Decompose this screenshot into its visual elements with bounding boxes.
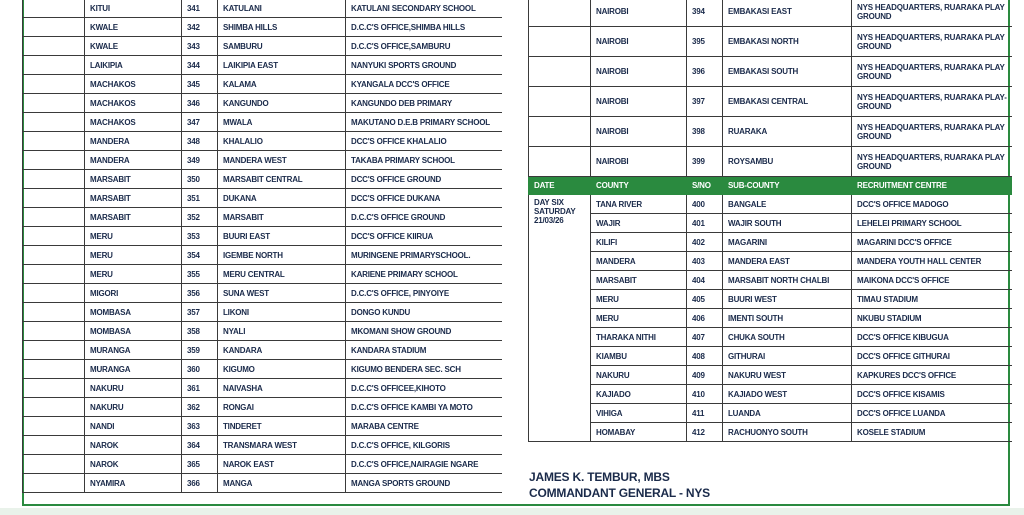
recruitment-centre-cell: DONGO KUNDU [346, 303, 503, 322]
table-row [529, 195, 1013, 214]
recruitment-centre-cell: NANYUKI SPORTS GROUND [346, 56, 503, 75]
table-row [23, 284, 503, 303]
recruitment-centre-cell: D.C.C'S OFFICE, KILGORIS [346, 436, 503, 455]
table-row [23, 341, 503, 360]
serial-number-cell: 354 [182, 246, 218, 265]
sub-county-cell: NAROK EAST [218, 455, 346, 474]
table-row [23, 436, 503, 455]
table-row [23, 189, 503, 208]
sub-county-cell: ROYSAMBU [723, 147, 852, 177]
date-cell [23, 284, 85, 303]
county-cell: NAKURU [85, 379, 182, 398]
table-row [529, 423, 1013, 442]
sub-county-cell: KHALALIO [218, 132, 346, 151]
page-bottom-band [0, 508, 1024, 515]
county-cell: LAIKIPIA [85, 56, 182, 75]
table-row [23, 75, 503, 94]
table-row [529, 252, 1013, 271]
date-cell [23, 436, 85, 455]
county-cell: MURANGA [85, 341, 182, 360]
county-cell: NAROK [85, 436, 182, 455]
sub-county-cell: KANGUNDO [218, 94, 346, 113]
recruitment-centre-cell: MANDERA YOUTH HALL CENTER [852, 252, 1013, 271]
serial-number-cell: 404 [687, 271, 723, 290]
recruitment-centre-cell: KAPKURES DCC'S OFFICE [852, 366, 1013, 385]
sub-county-cell: MAGARINI [723, 233, 852, 252]
sub-county-cell: GITHURAI [723, 347, 852, 366]
sub-county-cell: EMBAKASI NORTH [723, 27, 852, 57]
county-cell: NANDI [85, 417, 182, 436]
table-row [529, 404, 1013, 423]
county-cell: MERU [85, 227, 182, 246]
serial-number-cell: 366 [182, 474, 218, 493]
sub-county-cell: EMBAKASI EAST [723, 0, 852, 27]
date-cell [23, 246, 85, 265]
county-cell: MERU [85, 265, 182, 284]
recruitment-centre-cell: MAIKONA DCC'S OFFICE [852, 271, 1013, 290]
serial-number-cell: 359 [182, 341, 218, 360]
county-cell: NYAMIRA [85, 474, 182, 493]
county-cell: WAJIR [591, 214, 687, 233]
table-row [23, 379, 503, 398]
serial-number-cell: 406 [687, 309, 723, 328]
county-cell: MANDERA [85, 132, 182, 151]
serial-number-cell: 408 [687, 347, 723, 366]
recruitment-table-left [22, 0, 502, 493]
date-cell [23, 56, 85, 75]
table-row [23, 56, 503, 75]
county-cell: KIAMBU [591, 347, 687, 366]
county-cell: NAKURU [591, 366, 687, 385]
county-cell: MARSABIT [85, 170, 182, 189]
date-cell [23, 94, 85, 113]
recruitment-centre-cell: LEHELEI PRIMARY SCHOOL [852, 214, 1013, 233]
serial-number-cell: 350 [182, 170, 218, 189]
table-row [23, 455, 503, 474]
sub-county-cell: MANDERA EAST [723, 252, 852, 271]
date-cell [23, 132, 85, 151]
serial-number-cell: 342 [182, 18, 218, 37]
table-row [529, 87, 1013, 117]
header-serial-number: S/NO [687, 177, 723, 195]
sub-county-cell: BANGALE [723, 195, 852, 214]
recruitment-centre-cell: MKOMANI SHOW GROUND [346, 322, 503, 341]
sub-county-cell: MERU CENTRAL [218, 265, 346, 284]
table-row [529, 366, 1013, 385]
table-row [23, 322, 503, 341]
table-row [23, 37, 503, 56]
table-row [23, 303, 503, 322]
serial-number-cell: 397 [687, 87, 723, 117]
county-cell: MIGORI [85, 284, 182, 303]
sub-county-cell: BUURI WEST [723, 290, 852, 309]
date-cell [23, 208, 85, 227]
recruitment-centre-cell: D.C.C'S OFFICE, PINYOIYE [346, 284, 503, 303]
date-cell [23, 455, 85, 474]
serial-number-cell: 360 [182, 360, 218, 379]
date-cell [23, 360, 85, 379]
sub-county-cell: KANDARA [218, 341, 346, 360]
recruitment-centre-cell: NKUBU STADIUM [852, 309, 1013, 328]
date-cell [23, 303, 85, 322]
sub-county-cell: LAIKIPIA EAST [218, 56, 346, 75]
serial-number-cell: 343 [182, 37, 218, 56]
table-row [23, 265, 503, 284]
sub-county-cell: IGEMBE NORTH [218, 246, 346, 265]
sub-county-cell: RONGAI [218, 398, 346, 417]
table-row [23, 474, 503, 493]
sub-county-cell: NYALI [218, 322, 346, 341]
header-date: DATE [529, 177, 591, 195]
signatory-title: COMMANDANT GENERAL - NYS [529, 486, 710, 500]
serial-number-cell: 410 [687, 385, 723, 404]
county-cell: MANDERA [591, 252, 687, 271]
table-row [529, 347, 1013, 366]
serial-number-cell: 398 [687, 117, 723, 147]
date-cell [23, 265, 85, 284]
serial-number-cell: 409 [687, 366, 723, 385]
table-row [23, 246, 503, 265]
sub-county-cell: EMBAKASI CENTRAL [723, 87, 852, 117]
recruitment-centre-cell: DCC'S OFFICE GITHURAI [852, 347, 1013, 366]
serial-number-cell: 412 [687, 423, 723, 442]
recruitment-centre-cell: NYS HEADQUARTERS, RUARAKA PLAY GROUND [852, 27, 1013, 57]
date-cell [23, 398, 85, 417]
serial-number-cell: 345 [182, 75, 218, 94]
county-cell: NAIROBI [591, 57, 687, 87]
serial-number-cell: 358 [182, 322, 218, 341]
county-cell: MACHAKOS [85, 94, 182, 113]
serial-number-cell: 355 [182, 265, 218, 284]
county-cell: MURANGA [85, 360, 182, 379]
sub-county-cell: NAKURU WEST [723, 366, 852, 385]
table-row [23, 417, 503, 436]
table-row [529, 57, 1013, 87]
date-cell [23, 0, 85, 18]
sub-county-cell: DUKANA [218, 189, 346, 208]
sub-county-cell: EMBAKASI SOUTH [723, 57, 852, 87]
recruitment-centre-cell: NYS HEADQUARTERS, RUARAKA PLAY GROUND [852, 117, 1013, 147]
recruitment-centre-cell: DCC'S OFFICE DUKANA [346, 189, 503, 208]
county-cell: MACHAKOS [85, 113, 182, 132]
recruitment-centre-cell: DCC'S OFFICE KHALALIO [346, 132, 503, 151]
date-cell [23, 151, 85, 170]
table-row [529, 0, 1013, 27]
recruitment-centre-cell: MAKUTANO D.E.B PRIMARY SCHOOL [346, 113, 503, 132]
county-cell: KWALE [85, 37, 182, 56]
serial-number-cell: 394 [687, 0, 723, 27]
county-cell: NAIROBI [591, 147, 687, 177]
date-cell [529, 27, 591, 57]
county-cell: MERU [85, 246, 182, 265]
recruitment-centre-cell: NYS HEADQUARTERS, RUARAKA PLAY GROUND [852, 0, 1013, 27]
table-row [529, 290, 1013, 309]
date-cell [23, 113, 85, 132]
recruitment-table-right [528, 0, 1012, 442]
county-cell: MACHAKOS [85, 75, 182, 94]
signature-block [529, 469, 710, 501]
recruitment-centre-cell: KOSELE STADIUM [852, 423, 1013, 442]
serial-number-cell: 405 [687, 290, 723, 309]
sub-county-cell: BUURI EAST [218, 227, 346, 246]
date-cell [23, 322, 85, 341]
county-cell: MOMBASA [85, 303, 182, 322]
table-row [529, 214, 1013, 233]
date-cell [23, 379, 85, 398]
date-cell [23, 189, 85, 208]
recruitment-centre-cell: TAKABA PRIMARY SCHOOL [346, 151, 503, 170]
left-table-container [22, 0, 502, 494]
recruitment-centre-cell: MAGARINI DCC'S OFFICE [852, 233, 1013, 252]
sub-county-cell: KATULANI [218, 0, 346, 18]
table-row [23, 0, 503, 18]
serial-number-cell: 349 [182, 151, 218, 170]
county-cell: KILIFI [591, 233, 687, 252]
recruitment-centre-cell: NYS HEADQUARTERS, RUARAKA PLAY GROUND [852, 147, 1013, 177]
header-recruitment-centre: RECRUITMENT CENTRE [852, 177, 1013, 195]
sub-county-cell: TINDERET [218, 417, 346, 436]
recruitment-centre-cell: DCC'S OFFICE KISAMIS [852, 385, 1013, 404]
serial-number-cell: 353 [182, 227, 218, 246]
serial-number-cell: 357 [182, 303, 218, 322]
recruitment-centre-cell: KYANGALA DCC'S OFFICE [346, 75, 503, 94]
sub-county-cell: KALAMA [218, 75, 346, 94]
county-cell: NAIROBI [591, 87, 687, 117]
sub-county-cell: MANGA [218, 474, 346, 493]
sub-county-cell: MWALA [218, 113, 346, 132]
serial-number-cell: 362 [182, 398, 218, 417]
sub-county-cell: KAJIADO WEST [723, 385, 852, 404]
sub-county-cell: RACHUONYO SOUTH [723, 423, 852, 442]
serial-number-cell: 346 [182, 94, 218, 113]
county-cell: MARSABIT [591, 271, 687, 290]
date-cell [23, 341, 85, 360]
sub-county-cell: MANDERA WEST [218, 151, 346, 170]
recruitment-centre-cell: KARIENE PRIMARY SCHOOL [346, 265, 503, 284]
recruitment-centre-cell: MANGA SPORTS GROUND [346, 474, 503, 493]
recruitment-centre-cell: D.C.C'S OFFICE,SAMBURU [346, 37, 503, 56]
table-row [23, 398, 503, 417]
serial-number-cell: 341 [182, 0, 218, 18]
county-cell: VIHIGA [591, 404, 687, 423]
right-table-container [528, 0, 1012, 446]
serial-number-cell: 402 [687, 233, 723, 252]
county-cell: MARSABIT [85, 208, 182, 227]
date-cell [23, 227, 85, 246]
serial-number-cell: 396 [687, 57, 723, 87]
county-cell: KAJIADO [591, 385, 687, 404]
sub-county-cell: WAJIR SOUTH [723, 214, 852, 233]
recruitment-centre-cell: NYS HEADQUARTERS, RUARAKA PLAY GROUND [852, 57, 1013, 87]
serial-number-cell: 395 [687, 27, 723, 57]
table-row [529, 309, 1013, 328]
sub-county-cell: NAIVASHA [218, 379, 346, 398]
recruitment-centre-cell: D.C.C'S OFFICE,SHIMBA HILLS [346, 18, 503, 37]
table-row [529, 147, 1013, 177]
county-cell: NAKURU [85, 398, 182, 417]
recruitment-centre-cell: KIGUMO BENDERA SEC. SCH [346, 360, 503, 379]
header-county: COUNTY [591, 177, 687, 195]
left-table-body [23, 0, 503, 493]
table-row [23, 94, 503, 113]
serial-number-cell: 351 [182, 189, 218, 208]
signatory-name: JAMES K. TEMBUR, MBS [529, 470, 670, 484]
table-row [23, 227, 503, 246]
serial-number-cell: 348 [182, 132, 218, 151]
serial-number-cell: 403 [687, 252, 723, 271]
table-row [23, 360, 503, 379]
table-row [529, 385, 1013, 404]
day-label-cell: DAY SIX SATURDAY 21/03/26 [529, 195, 591, 442]
county-cell: KWALE [85, 18, 182, 37]
serial-number-cell: 361 [182, 379, 218, 398]
county-cell: MERU [591, 290, 687, 309]
sub-county-cell: SUNA WEST [218, 284, 346, 303]
table-row [23, 113, 503, 132]
county-cell: NAIROBI [591, 0, 687, 27]
recruitment-centre-cell: KANDARA STADIUM [346, 341, 503, 360]
date-cell [23, 75, 85, 94]
recruitment-centre-cell: MURINGENE PRIMARYSCHOOL. [346, 246, 503, 265]
table-row [23, 151, 503, 170]
recruitment-centre-cell: D.C.C'S OFFICE GROUND [346, 208, 503, 227]
sub-county-cell: LUANDA [723, 404, 852, 423]
recruitment-centre-cell: KATULANI SECONDARY SCHOOL [346, 0, 503, 18]
serial-number-cell: 347 [182, 113, 218, 132]
county-cell: KITUI [85, 0, 182, 18]
date-cell [23, 417, 85, 436]
table-header-row [529, 177, 1013, 195]
serial-number-cell: 399 [687, 147, 723, 177]
recruitment-centre-cell: TIMAU STADIUM [852, 290, 1013, 309]
table-row [529, 27, 1013, 57]
recruitment-centre-cell: D.C.C'S OFFICE,NAIRAGIE NGARE [346, 455, 503, 474]
sub-county-cell: MARSABIT [218, 208, 346, 227]
recruitment-centre-cell: DCC'S OFFICE LUANDA [852, 404, 1013, 423]
county-cell: NAIROBI [591, 117, 687, 147]
date-cell [23, 18, 85, 37]
table-row [529, 271, 1013, 290]
recruitment-centre-cell: DCC'S OFFICE GROUND [346, 170, 503, 189]
table-row [23, 208, 503, 227]
recruitment-centre-cell: KANGUNDO DEB PRIMARY [346, 94, 503, 113]
county-cell: HOMABAY [591, 423, 687, 442]
sub-county-cell: KIGUMO [218, 360, 346, 379]
sub-county-cell: MARSABIT CENTRAL [218, 170, 346, 189]
sub-county-cell: CHUKA SOUTH [723, 328, 852, 347]
date-cell [529, 0, 591, 27]
table-row [23, 170, 503, 189]
sub-county-cell: TRANSMARA WEST [218, 436, 346, 455]
serial-number-cell: 365 [182, 455, 218, 474]
date-cell [529, 57, 591, 87]
table-row [529, 233, 1013, 252]
sub-county-cell: SHIMBA HILLS [218, 18, 346, 37]
date-cell [23, 37, 85, 56]
table-row [23, 18, 503, 37]
serial-number-cell: 401 [687, 214, 723, 233]
serial-number-cell: 356 [182, 284, 218, 303]
date-cell [529, 117, 591, 147]
serial-number-cell: 344 [182, 56, 218, 75]
serial-number-cell: 363 [182, 417, 218, 436]
serial-number-cell: 407 [687, 328, 723, 347]
header-sub-county: SUB-COUNTY [723, 177, 852, 195]
county-cell: MOMBASA [85, 322, 182, 341]
recruitment-centre-cell: DCC'S OFFICE KIBUGUA [852, 328, 1013, 347]
recruitment-centre-cell: DCC'S OFFICE KIIRUA [346, 227, 503, 246]
serial-number-cell: 364 [182, 436, 218, 455]
date-cell [529, 147, 591, 177]
sub-county-cell: IMENTI SOUTH [723, 309, 852, 328]
county-cell: THARAKA NITHI [591, 328, 687, 347]
serial-number-cell: 400 [687, 195, 723, 214]
sub-county-cell: LIKONI [218, 303, 346, 322]
county-cell: NAIROBI [591, 27, 687, 57]
county-cell: MARSABIT [85, 189, 182, 208]
sub-county-cell: SAMBURU [218, 37, 346, 56]
recruitment-centre-cell: DCC'S OFFICE MADOGO [852, 195, 1013, 214]
table-row [529, 328, 1013, 347]
right-table-body [529, 0, 1013, 442]
recruitment-centre-cell: MARABA CENTRE [346, 417, 503, 436]
recruitment-centre-cell: D.C.C'S OFFICEE,KIHOTO [346, 379, 503, 398]
county-cell: MANDERA [85, 151, 182, 170]
table-row [23, 132, 503, 151]
sub-county-cell: MARSABIT NORTH CHALBI [723, 271, 852, 290]
county-cell: MERU [591, 309, 687, 328]
table-row [529, 117, 1013, 147]
county-cell: NAROK [85, 455, 182, 474]
serial-number-cell: 411 [687, 404, 723, 423]
county-cell: TANA RIVER [591, 195, 687, 214]
date-cell [529, 87, 591, 117]
sub-county-cell: RUARAKA [723, 117, 852, 147]
recruitment-centre-cell: D.C.C'S OFFICE KAMBI YA MOTO [346, 398, 503, 417]
recruitment-centre-cell: NYS HEADQUARTERS, RUARAKA PLAY-GROUND [852, 87, 1013, 117]
date-cell [23, 474, 85, 493]
serial-number-cell: 352 [182, 208, 218, 227]
date-cell [23, 170, 85, 189]
